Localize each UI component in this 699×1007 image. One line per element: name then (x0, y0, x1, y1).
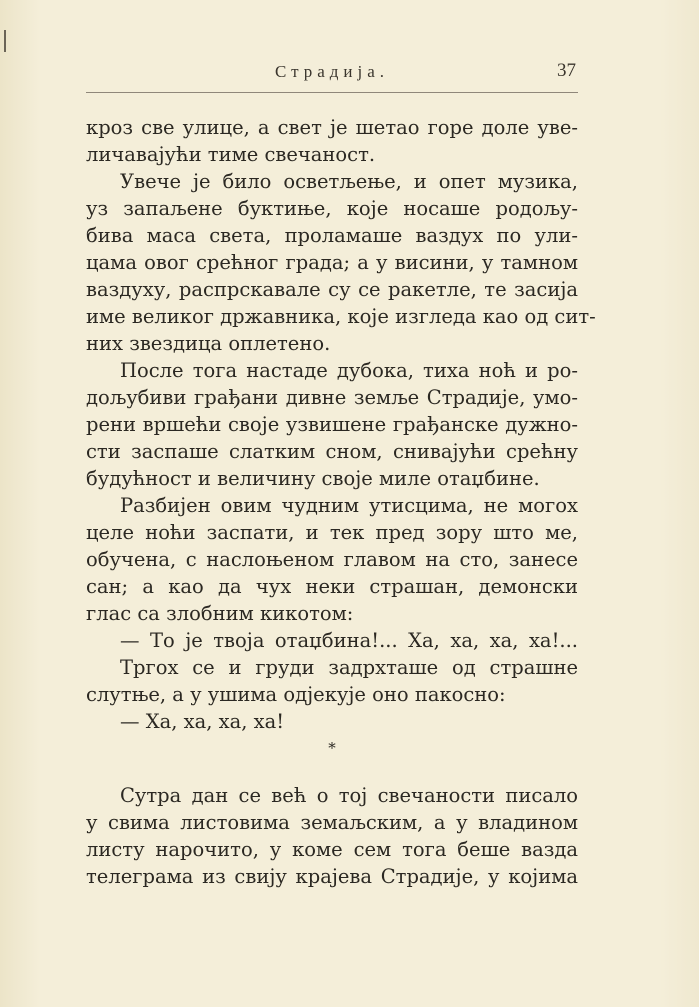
section-ornament: * (328, 739, 336, 757)
text-line: личавајући тиме свечаност. (86, 143, 376, 166)
text-line: Разбијен овим чудним утисцима, не могох (120, 494, 578, 517)
text-line: глас са злобним кикотом: (86, 602, 354, 625)
text-line: дољубиви грађани дивне земље Страдије, умо- (86, 386, 578, 409)
text-line: сан; а као да чух неки страшан, демонски (86, 575, 578, 598)
text-line: телеграма из свију крајева Страдије, у којима (86, 865, 578, 888)
text-line: сти заспаше слатким сном, снивајући срећну (86, 440, 578, 463)
text-line: бива маса света, проламаше ваздух по ули- (86, 224, 578, 247)
text-line: — Ха, ха, ха, ха! (120, 710, 285, 733)
text-line: Сутра дан се већ о тој свечаности писало (120, 784, 578, 807)
running-title: Страдија. (274, 62, 390, 81)
text-line: Тргох се и груди задрхташе од страшне (120, 656, 578, 679)
text-line: листу нарочито, у коме сем тога беше вазда (86, 838, 578, 861)
text-line: уз запаљене буктиње, које носаше родољу- (86, 197, 578, 220)
text-line: ваздуху, распрскавале су се ракетле, те засија (86, 278, 578, 301)
page-edge-mark (4, 30, 6, 52)
text-line: них звездица оплетено. (86, 332, 331, 355)
section-gap (86, 762, 578, 782)
text-line: рени вршећи своје узвишене грађанске дужно- (86, 413, 578, 436)
text-line: — То је твоја отаџбина!... Ха, ха, ха, ха!... (120, 629, 578, 652)
text-line: будућност и величину своје миле отаџбине. (86, 467, 540, 490)
text-line: слутње, а у ушима одјекује оно пакосно: (86, 683, 506, 706)
page-number: 37 (557, 60, 576, 81)
body-text (86, 114, 596, 890)
text-line: После тога настаде дубока, тиха ноћ и ро- (120, 359, 578, 382)
text-line: име великог државника, које изгледа као од сит- (86, 305, 596, 328)
text-line: цама овог срећног града; а у висини, у тамном (86, 251, 578, 274)
page-header (86, 58, 578, 93)
text-line: целе ноћи заспати, и тек пред зору што ме, (86, 521, 578, 544)
text-line: Увече је било осветљење, и опет музика, (120, 170, 578, 193)
text-line: кроз све улице, а свет је шетао горе доле уве- (86, 116, 578, 139)
text-line: обучена, с наслоњеном главом на сто, занесе (86, 548, 578, 571)
text-line: у свима листовима земаљским, а у владином (86, 811, 578, 834)
